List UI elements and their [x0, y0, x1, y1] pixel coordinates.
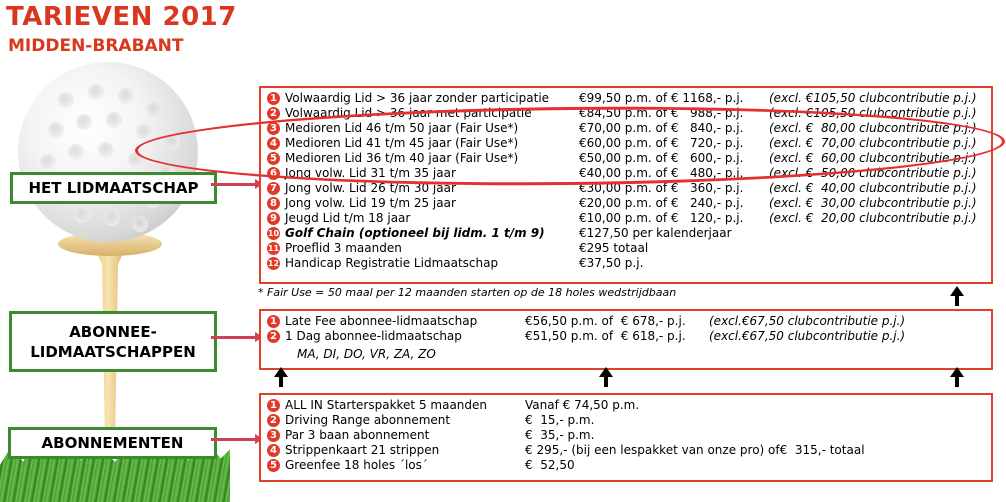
item-number-badge: 10 [267, 229, 280, 238]
arrow-abonnee [211, 336, 259, 339]
item-name: Volwaardig Lid > 36 jaar met participatie [285, 106, 532, 120]
item-number-badge: 11 [267, 244, 280, 253]
item-number-badge: 1 [267, 315, 280, 328]
item-name: Strippenkaart 21 strippen [285, 443, 440, 457]
label-abonnee-line1: ABONNEE- [69, 322, 157, 341]
item-number-badge: 9 [267, 212, 280, 225]
item-price: €37,50 p.j. [579, 256, 644, 270]
item-price: €99,50 p.m. of € 1168,- p.j. [579, 91, 744, 105]
item-number-badge: 3 [267, 429, 280, 442]
item-price: €84,50 p.m. of € 988,- p.j. [579, 106, 744, 120]
item-excl-contribution: (excl. €105,50 clubcontributie p.j.) [769, 106, 977, 120]
item-excl-contribution: (excl. € 50,00 clubcontributie p.j.) [769, 166, 977, 180]
up-arrow-icon [950, 367, 964, 377]
label-abonnementen [8, 427, 217, 459]
item-name: Jeugd Lid t/m 18 jaar [285, 211, 411, 225]
item-price: € 35,- p.m. [525, 428, 595, 442]
lidmaatschap-row [261, 226, 991, 241]
lidmaatschap-row [261, 91, 991, 106]
item-name: Medioren Lid 46 t/m 50 jaar (Fair Use*) [285, 121, 519, 135]
abonnementen-row [261, 458, 991, 473]
item-number-badge: 2 [267, 414, 280, 427]
abonnementen-row [261, 413, 991, 428]
item-number-badge: 7 [267, 182, 280, 195]
item-excl-contribution: (excl. € 40,00 clubcontributie p.j.) [769, 181, 977, 195]
item-excl-contribution: (excl.€67,50 clubcontributie p.j.) [709, 329, 906, 343]
label-abonnementen-text: ABONNEMENTEN [41, 434, 184, 452]
item-excl-contribution: (excl. € 80,00 clubcontributie p.j.) [769, 121, 977, 135]
label-abonnee-line2: LIDMAATSCHAPPEN [30, 342, 196, 361]
item-number-badge: 5 [267, 459, 280, 472]
lidmaatschap-row [261, 241, 991, 256]
item-number-badge: 1 [267, 399, 280, 412]
item-price: €70,00 p.m. of € 840,- p.j. [579, 121, 744, 135]
item-number-badge: 4 [267, 444, 280, 457]
arrow-abonnementen [211, 438, 259, 441]
item-name: Medioren Lid 41 t/m 45 jaar (Fair Use*) [285, 136, 519, 150]
item-excl-contribution: (excl. € 20,00 clubcontributie p.j.) [769, 211, 977, 225]
item-name: 1 Dag abonnee-lidmaatschap [285, 329, 462, 343]
arrow-lidmaatschap [211, 183, 259, 186]
up-arrow-icon [950, 286, 964, 296]
item-number-badge: 12 [267, 259, 280, 268]
item-name: Greenfee 18 holes ´los´ [285, 458, 428, 472]
item-name: Handicap Registratie Lidmaatschap [285, 256, 499, 270]
item-price: € 52,50 [525, 458, 575, 472]
abonnee-row [261, 314, 991, 329]
abonnee-days: MA, DI, DO, VR, ZA, ZO [297, 347, 436, 361]
up-arrow-icon [599, 367, 613, 377]
item-number-badge: 4 [267, 137, 280, 150]
item-excl-contribution: (excl.€67,50 clubcontributie p.j.) [709, 314, 906, 328]
page-subtitle: MIDDEN-BRABANT [8, 36, 184, 56]
lidmaatschap-row [261, 256, 991, 271]
lidmaatschap-row [261, 211, 991, 226]
item-number-badge: 1 [267, 92, 280, 105]
item-number-badge: 8 [267, 197, 280, 210]
item-price: €20,00 p.m. of € 240,- p.j. [579, 196, 744, 210]
item-price: € 295,- (bij een lespakket van onze pro) of€ 315,- totaal [525, 443, 865, 457]
item-name: Volwaardig Lid > 36 jaar zonder participatie [285, 91, 550, 105]
item-price: €56,50 p.m. of € 678,- p.j. [525, 314, 686, 328]
abonnementen-box [259, 393, 993, 482]
abonnementen-row [261, 443, 991, 458]
item-excl-contribution: (excl. €105,50 clubcontributie p.j.) [769, 91, 977, 105]
item-excl-contribution: (excl. € 60,00 clubcontributie p.j.) [769, 151, 977, 165]
item-price: €10,00 p.m. of € 120,- p.j. [579, 211, 744, 225]
item-name: Jong volw. Lid 19 t/m 25 jaar [285, 196, 456, 210]
item-name: Driving Range abonnement [285, 413, 451, 427]
item-price: € 15,- p.m. [525, 413, 595, 427]
item-price: €51,50 p.m. of € 618,- p.j. [525, 329, 686, 343]
item-name: Medioren Lid 36 t/m 40 jaar (Fair Use*) [285, 151, 519, 165]
item-price: €60,00 p.m. of € 720,- p.j. [579, 136, 744, 150]
item-excl-contribution: (excl. € 70,00 clubcontributie p.j.) [769, 136, 977, 150]
item-price: €295 totaal [579, 241, 649, 255]
item-number-badge: 5 [267, 152, 280, 165]
label-lidmaatschap [10, 172, 217, 204]
lidmaatschap-row [261, 196, 991, 211]
item-name: Par 3 baan abonnement [285, 428, 430, 442]
label-lidmaatschap-text: HET LIDMAATSCHAP [28, 179, 199, 197]
item-name: Golf Chain (optioneel bij lidm. 1 t/m 9) [285, 226, 545, 240]
abonnementen-row [261, 398, 991, 413]
abonnementen-row [261, 428, 991, 443]
item-number-badge: 3 [267, 122, 280, 135]
abonnee-row [261, 329, 991, 344]
label-abonnee [9, 311, 217, 372]
item-name: ALL IN Starterspakket 5 maanden [285, 398, 488, 412]
abonnee-box [259, 309, 993, 370]
page-title: TARIEVEN 2017 [6, 2, 237, 32]
item-excl-contribution: (excl. € 30,00 clubcontributie p.j.) [769, 196, 977, 210]
item-number-badge: 6 [267, 167, 280, 180]
item-price: €30,00 p.m. of € 360,- p.j. [579, 181, 744, 195]
item-name: Jong volw. Lid 31 t/m 35 jaar [285, 166, 456, 180]
item-name: Jong volw. Lid 26 t/m 30 jaar [285, 181, 456, 195]
item-number-badge: 2 [267, 330, 280, 343]
item-name: Proeflid 3 maanden [285, 241, 402, 255]
up-arrow-icon [274, 367, 288, 377]
item-price: €40,00 p.m. of € 480,- p.j. [579, 166, 744, 180]
item-number-badge: 2 [267, 107, 280, 120]
item-price: €50,00 p.m. of € 600,- p.j. [579, 151, 744, 165]
item-price: €127,50 per kalenderjaar [579, 226, 732, 240]
item-price: Vanaf € 74,50 p.m. [525, 398, 640, 412]
item-name: Late Fee abonnee-lidmaatschap [285, 314, 478, 328]
fair-use-note: * Fair Use = 50 maal per 12 maanden starten op de 18 holes wedstrijdbaan [258, 286, 677, 299]
